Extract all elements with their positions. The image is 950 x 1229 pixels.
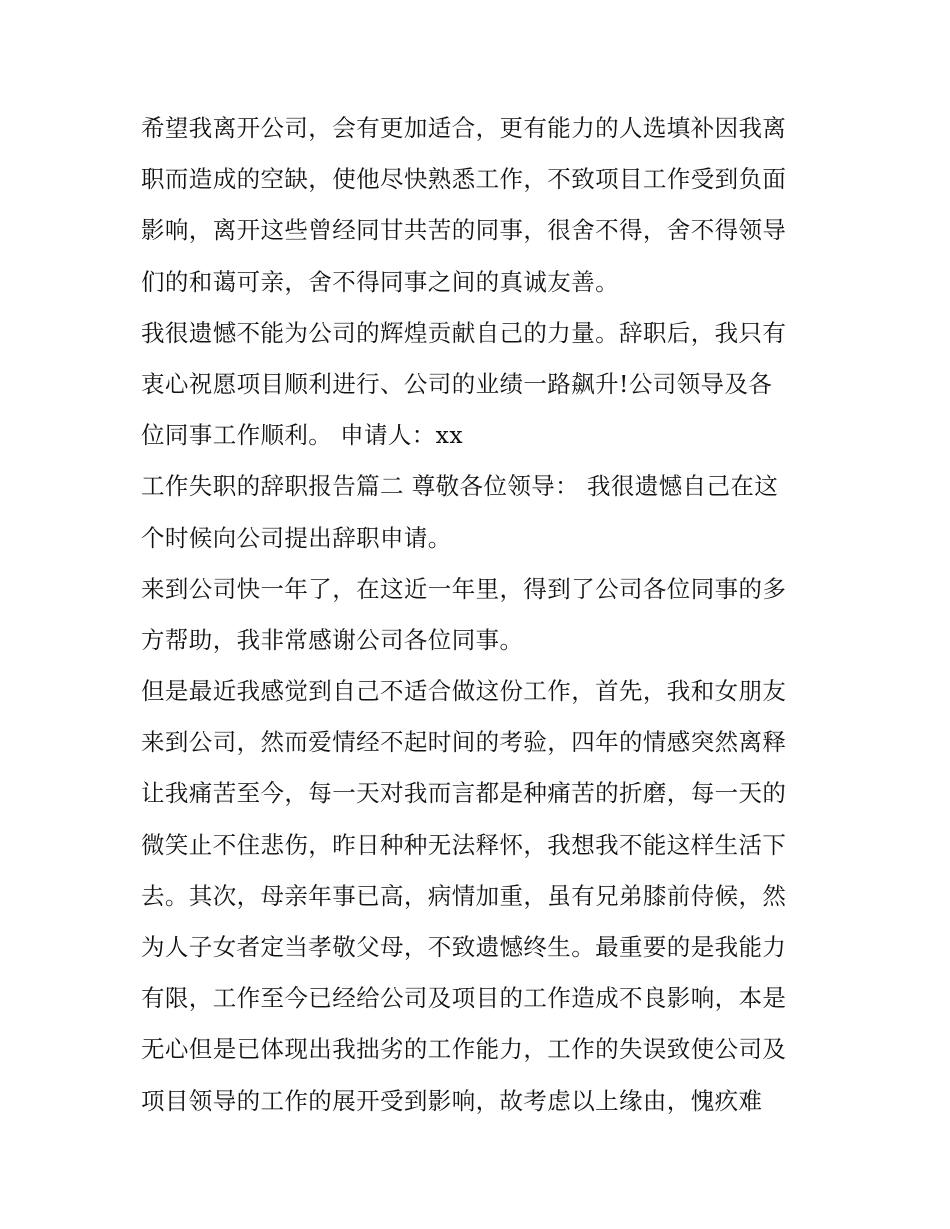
text-line: 位同事工作顺利。 申请人：xx	[141, 421, 463, 450]
document-body	[141, 103, 821, 1127]
text-line: 个时候向公司提出辞职申请。	[141, 523, 452, 552]
text-line: 们的和蔼可亲，舍不得同事之间的真诚友善。	[141, 267, 619, 296]
text-line: 有限，工作至今已经给公司及项目的工作造成不良影响，本是	[141, 984, 787, 1013]
text-line: 衷心祝愿项目顺利进行、公司的业绩一路飙升!公司领导及各	[141, 369, 773, 398]
text-line: 希望我离开公司，会有更加适合，更有能力的人选填补因我离	[141, 114, 787, 142]
text-line: 职而造成的空缺，使他尽快熟悉工作，不致项目工作受到负面	[141, 165, 787, 194]
text-line: 项目领导的工作的展开受到影响，故考虑以上缘由，愧疚难	[141, 1086, 763, 1115]
text-line: 让我痛苦至今，每一天对我而言都是种痛苦的折磨，每一天的	[141, 779, 787, 808]
text-line: 微笑止不住悲伤，昨日种种无法释怀，我想我不能这样生活下	[141, 830, 787, 859]
text-line: 无心但是已体现出我拙劣的工作能力，工作的失误致使公司及	[141, 1035, 787, 1064]
text-line: 工作失职的辞职报告篇二 尊敬各位领导： 我很遗憾自己在这	[141, 472, 779, 501]
text-line: 去。其次，母亲年事已高，病情加重，虽有兄弟膝前侍候，然	[141, 881, 787, 910]
text-line: 我很遗憾不能为公司的辉煌贡献自己的力量。辞职后，我只有	[141, 318, 787, 347]
text-line: 为人子女者定当孝敬父母，不致遗憾终生。最重要的是我能力	[141, 933, 787, 961]
text-line: 来到公司快一年了，在这近一年里，得到了公司各位同事的多	[141, 574, 787, 603]
text-line: 影响，离开这些曾经同甘共苦的同事，很舍不得，舍不得领导	[141, 216, 787, 245]
text-line: 但是最近我感觉到自己不适合做这份工作，首先，我和女朋友	[141, 677, 787, 706]
text-line: 方帮助，我非常感谢公司各位同事。	[141, 625, 524, 654]
text-line: 来到公司，然而爱情经不起时间的考验，四年的情感突然离释	[141, 728, 787, 757]
